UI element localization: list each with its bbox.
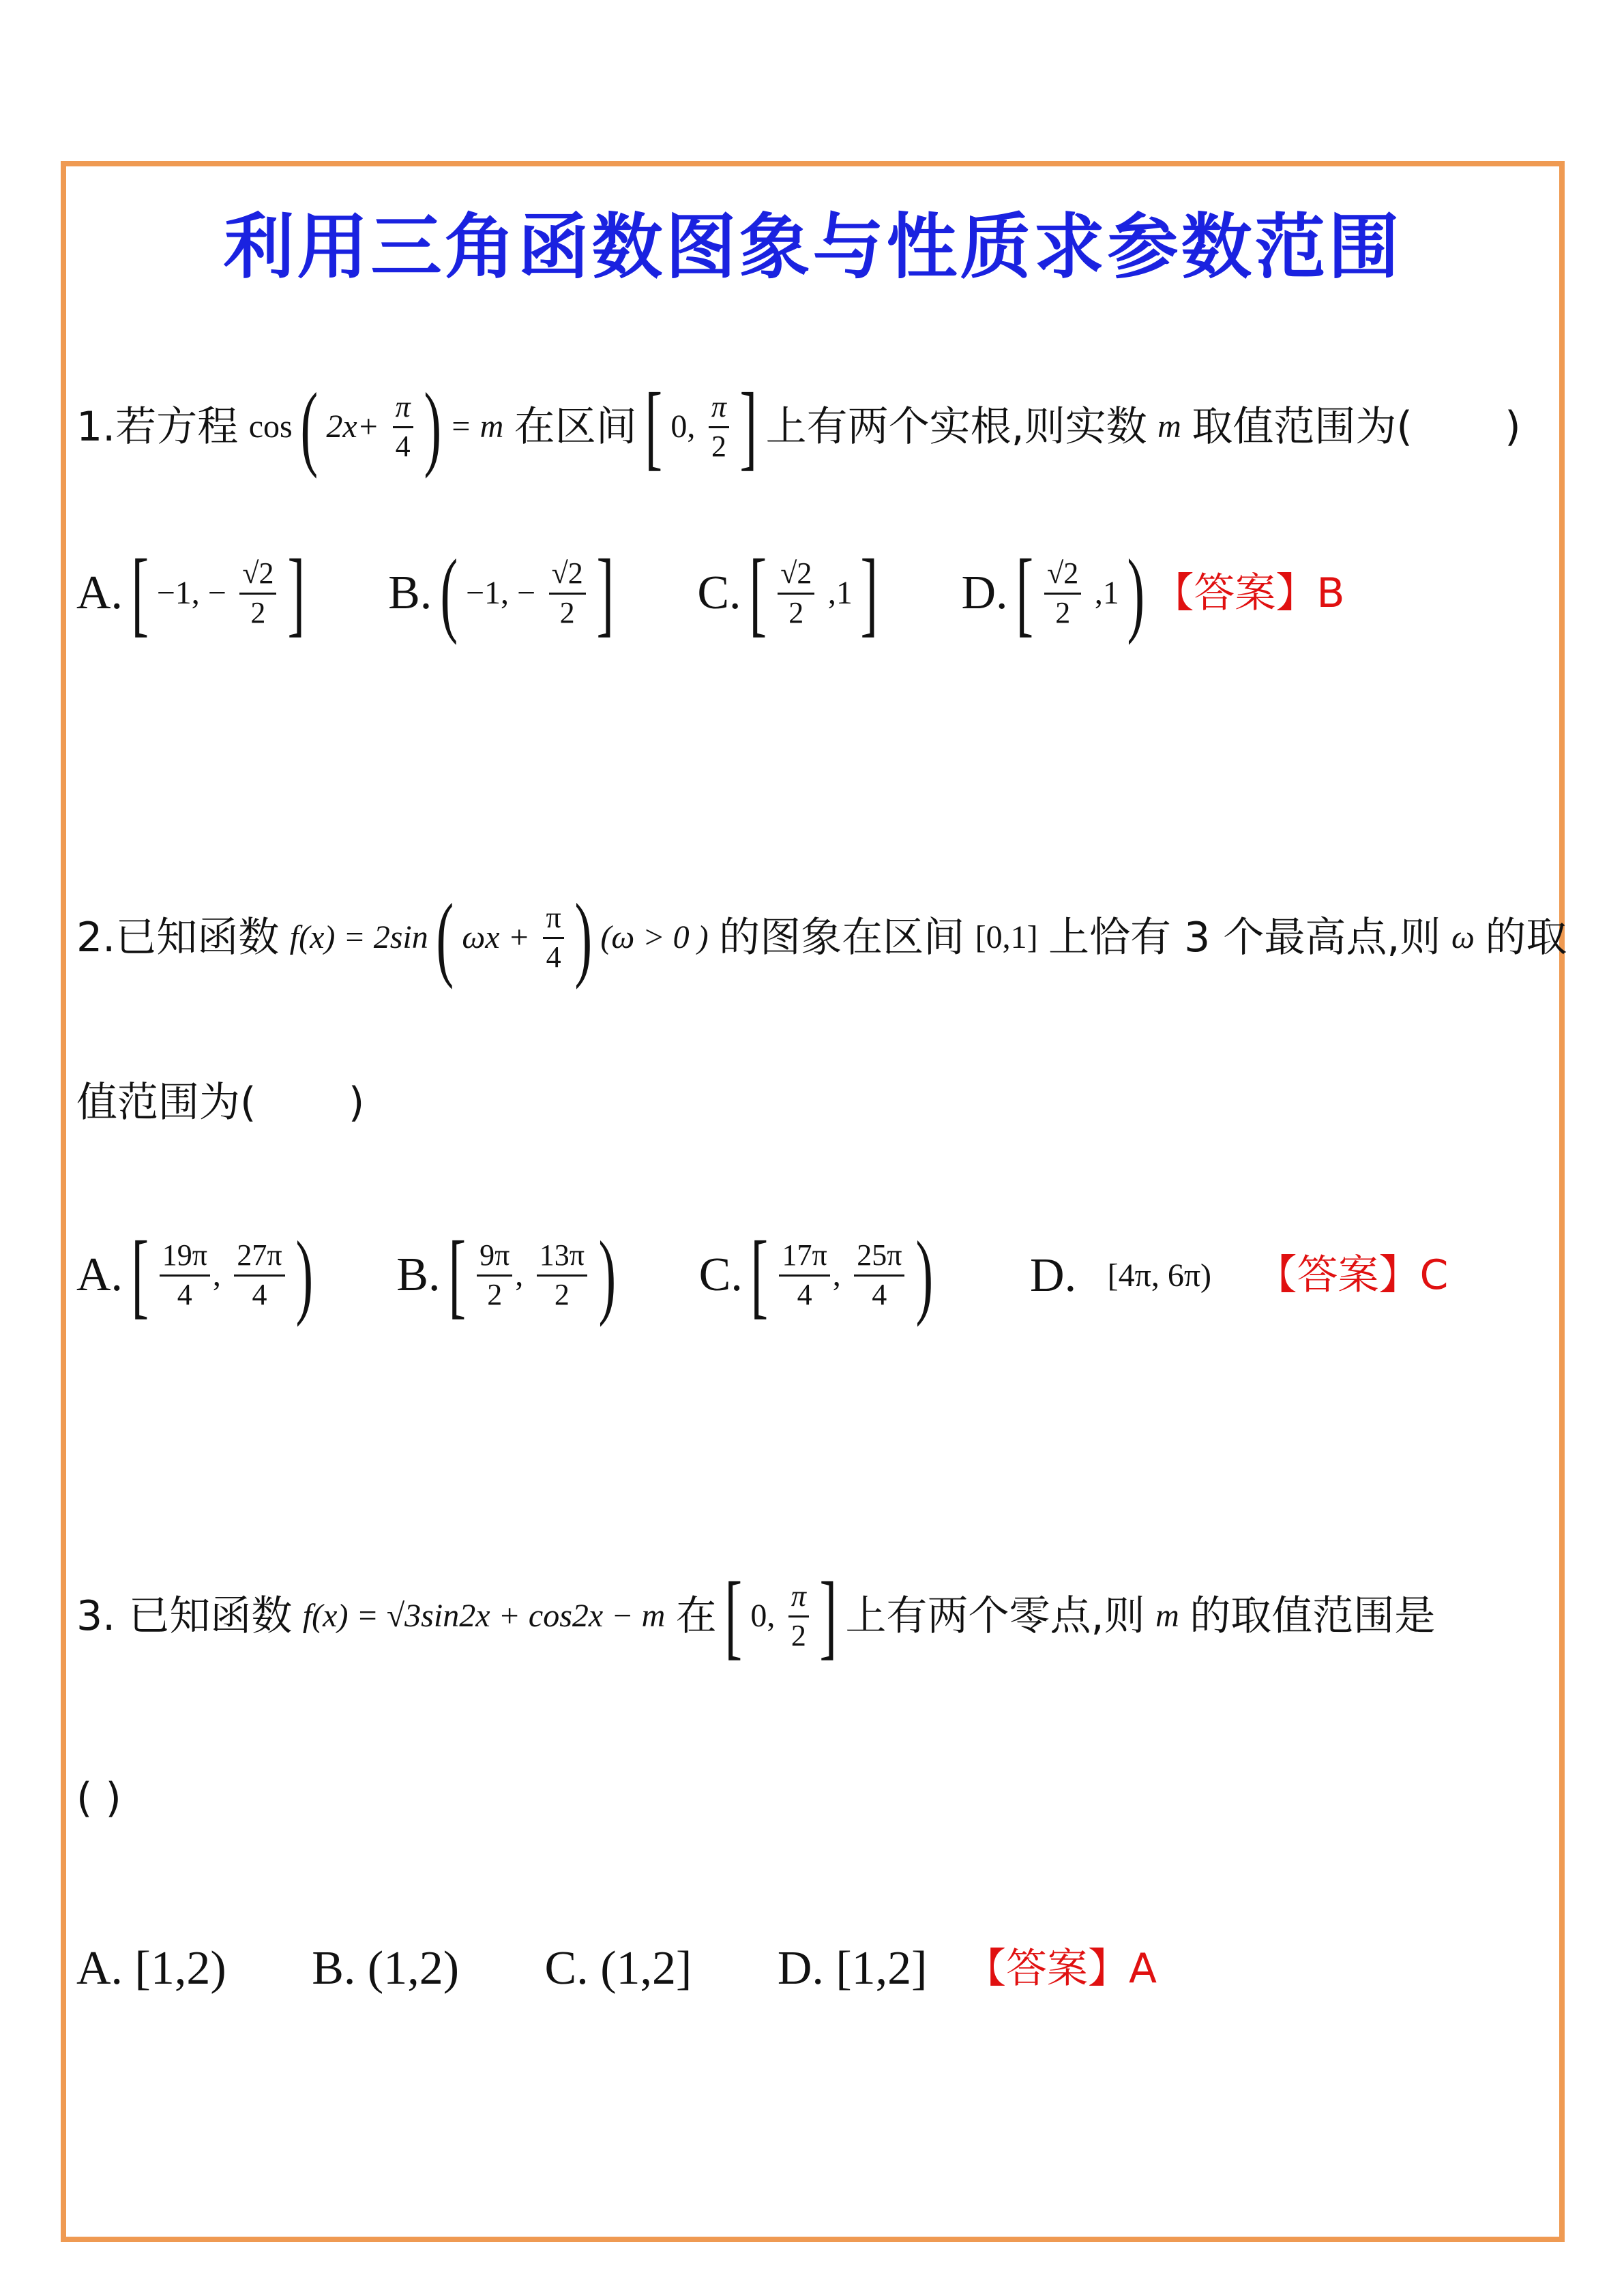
q3-fx: f(x) = √3sin2x + cos2x − m [302,1598,666,1634]
q3-opt-a: A. [1,2) [76,1941,226,1995]
q2-answer: 【答案】C [1256,1251,1449,1299]
question-2: 2.已知函数 f(x) = 2sin ( ωx + $\frac{\pi}{4}$ ) (ω > 0 ) 的图象在区间 [0,1] 上恰有 3 个最高点,则 ω 的取 [76,884,1567,990]
paren-close: ) [424,374,442,479]
q1-suffix2: 取值范围为( [1192,403,1413,451]
q2-close: ) [348,1078,365,1127]
q1-zero: 0, [670,408,696,445]
q1-opt-d-text: ,1 [1094,575,1119,611]
question-1 [76,374,1556,479]
q3-answer: 【答案】A [965,1944,1157,1993]
q2-line2: 值范围为( [76,1078,256,1127]
q3-opt-d: D. [1,2] [777,1941,928,1995]
q1-opt-c-label: C. [697,567,741,619]
question-3: 3. 已知函数 f(x) = √3sin2x + cos2x − m 在 [ 0, $\frac{\pi}{2}$ ] 上有两个零点,则 m 的取值范围是 [76,1563,1436,1669]
q1-opt-d-label: D. [961,567,1008,619]
q3-line2: ( ) [76,1774,121,1822]
question-3-line2 [76,1773,1556,1822]
q2-opt-d-label: D. [1030,1249,1077,1302]
q2-opt-c-label: C. [698,1249,743,1301]
q1-opt-b-text: −1, − [465,575,536,611]
q2-prefix: 2.已知函数 [76,914,280,961]
q1-opt-a-text: −1, − [156,575,226,611]
q2-interval: [0,1] [975,919,1038,955]
q1-options: A. [ −1, − $\frac{√2}{2}$ ] B. ( −1, − $\frac{√2}{2}$ ] C. [ $\frac{√2}{2}$ ,1 ] D. [ $\frac{√2}{2}$ ,1 ) 【答案】B [76,540,1345,646]
q2-omega-x: ωx + [462,919,530,955]
q1-frac: $\frac{\pi}{4}$ [393,391,413,462]
q3-suffix: 上有两个零点,则 [845,1592,1145,1640]
q1-eq: = m [449,408,504,445]
q3-prefix: 3. 已知函数 [76,1592,293,1640]
q2-opt-d-text: [4π, 6π) [1107,1257,1212,1294]
q1-mid: 在区间 [514,403,637,451]
bracket-open: [ [645,374,663,479]
q3-mid: 在 [675,1592,717,1640]
q1-close: ) [1505,403,1521,451]
q3-opt-c: C. (1,2] [544,1941,692,1995]
q3-zero: 0, [750,1598,776,1634]
q1-prefix: 1.若方程 [76,403,239,451]
q2-suffix: 的取 [1485,914,1567,961]
q2-cond: (ω > 0 ) [600,919,709,955]
question-2-line2 [76,1077,1556,1127]
q2-fx: f(x) = 2sin [289,919,428,955]
q2-opt-a-label: A. [76,1249,123,1301]
q1-m: m [1157,408,1181,445]
q3-suffix2: 的取值范围是 [1190,1592,1436,1640]
q2-mid: 的图象在区间 [719,914,965,961]
q1-inner: 2x+ [326,408,380,445]
q1-opt-b-label: B. [388,567,432,619]
q2-opt-b-label: B. [396,1249,441,1301]
bracket-close: ] [739,374,758,479]
q1-opt-a-label: A. [76,567,123,619]
q2-options: A. [ $\frac{19\pi}{4}$ , $\frac{27\pi}{4}$ ) B. [ $\frac{9\pi}{2}$ , $\frac{13\pi}{2}$ ) C. [ $\frac{17\pi}{4}$ , $\frac{25\pi}{4}$ ) D. [4π, 6π) 【答案】C [76,1222,1449,1328]
q3-options [76,1943,1556,1993]
q1-fn: cos [248,408,293,445]
q3-opt-b: B. (1,2) [312,1941,459,1995]
q2-omega: ω [1451,919,1475,955]
q1-opt-c-text: ,1 [827,575,853,611]
q1-frac2: $\frac{\pi}{2}$ [709,391,729,462]
q1-suffix: 上有两个实根,则实数 [765,403,1147,451]
q1-answer: 【答案】B [1153,569,1345,617]
page-title: 利用三角函数图象与性质求参数范围 [223,205,1402,288]
q2-mid2: 上恰有 3 个最高点,则 [1048,914,1441,961]
paren-open: ( [300,374,319,479]
q3-m: m [1155,1598,1179,1634]
